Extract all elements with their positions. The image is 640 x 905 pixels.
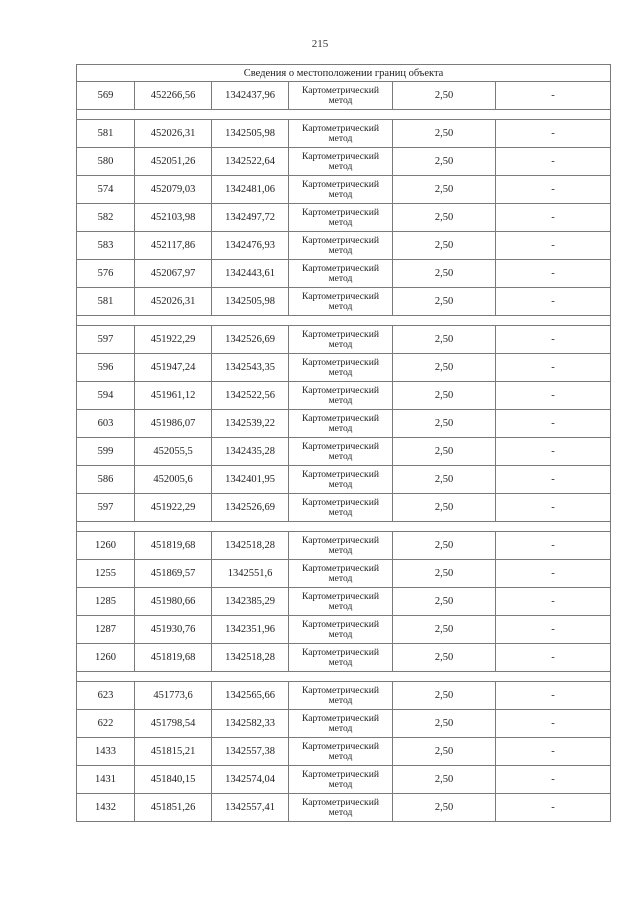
note-cell: - xyxy=(496,410,611,438)
table-row xyxy=(77,560,611,588)
y-coordinate-cell: 1342401,95 xyxy=(212,466,289,494)
point-id-cell: 1432 xyxy=(77,794,135,822)
method-cell: Картометрический метод xyxy=(289,288,393,316)
note-cell: - xyxy=(496,532,611,560)
point-id-cell: 603 xyxy=(77,410,135,438)
point-id-cell: 597 xyxy=(77,494,135,522)
table-row xyxy=(77,532,611,560)
table-row xyxy=(77,644,611,672)
point-id-cell: 576 xyxy=(77,260,135,288)
y-coordinate-cell: 1342526,69 xyxy=(212,326,289,354)
x-coordinate-cell: 451922,29 xyxy=(135,494,212,522)
separator-cell xyxy=(77,110,611,120)
separator-cell xyxy=(77,316,611,326)
accuracy-cell: 2,50 xyxy=(393,438,496,466)
separator-cell xyxy=(77,672,611,682)
separator-cell xyxy=(77,522,611,532)
accuracy-cell: 2,50 xyxy=(393,560,496,588)
y-coordinate-cell: 1342557,38 xyxy=(212,738,289,766)
point-id-cell: 574 xyxy=(77,176,135,204)
x-coordinate-cell: 452005,6 xyxy=(135,466,212,494)
accuracy-cell: 2,50 xyxy=(393,326,496,354)
x-coordinate-cell: 452055,5 xyxy=(135,438,212,466)
y-coordinate-cell: 1342505,98 xyxy=(212,120,289,148)
accuracy-cell: 2,50 xyxy=(393,794,496,822)
method-cell: Картометрический метод xyxy=(289,410,393,438)
method-cell: Картометрический метод xyxy=(289,176,393,204)
x-coordinate-cell: 452266,56 xyxy=(135,82,212,110)
method-cell: Картометрический метод xyxy=(289,532,393,560)
method-cell: Картометрический метод xyxy=(289,148,393,176)
point-id-cell: 580 xyxy=(77,148,135,176)
note-cell: - xyxy=(496,738,611,766)
x-coordinate-cell: 451980,66 xyxy=(135,588,212,616)
boundary-table xyxy=(76,64,611,822)
method-cell: Картометрический метод xyxy=(289,682,393,710)
accuracy-cell: 2,50 xyxy=(393,494,496,522)
table-row xyxy=(77,326,611,354)
x-coordinate-cell: 451986,07 xyxy=(135,410,212,438)
table-header-row xyxy=(77,65,611,82)
note-cell: - xyxy=(496,120,611,148)
accuracy-cell: 2,50 xyxy=(393,148,496,176)
point-id-cell: 1285 xyxy=(77,588,135,616)
accuracy-cell: 2,50 xyxy=(393,738,496,766)
y-coordinate-cell: 1342582,33 xyxy=(212,710,289,738)
method-cell: Картометрический метод xyxy=(289,326,393,354)
y-coordinate-cell: 1342435,28 xyxy=(212,438,289,466)
table-row xyxy=(77,82,611,110)
accuracy-cell: 2,50 xyxy=(393,354,496,382)
x-coordinate-cell: 451930,76 xyxy=(135,616,212,644)
table-title: Сведения о местоположении границ объекта xyxy=(77,65,611,82)
y-coordinate-cell: 1342385,29 xyxy=(212,588,289,616)
y-coordinate-cell: 1342522,56 xyxy=(212,382,289,410)
table-body xyxy=(77,65,611,822)
y-coordinate-cell: 1342518,28 xyxy=(212,532,289,560)
accuracy-cell: 2,50 xyxy=(393,588,496,616)
method-cell: Картометрический метод xyxy=(289,644,393,672)
accuracy-cell: 2,50 xyxy=(393,260,496,288)
table-row xyxy=(77,588,611,616)
group-separator-row xyxy=(77,522,611,532)
table-row xyxy=(77,204,611,232)
point-id-cell: 1260 xyxy=(77,644,135,672)
note-cell: - xyxy=(496,382,611,410)
accuracy-cell: 2,50 xyxy=(393,682,496,710)
y-coordinate-cell: 1342551,6 xyxy=(212,560,289,588)
note-cell: - xyxy=(496,82,611,110)
y-coordinate-cell: 1342565,66 xyxy=(212,682,289,710)
y-coordinate-cell: 1342505,98 xyxy=(212,288,289,316)
method-cell: Картометрический метод xyxy=(289,560,393,588)
point-id-cell: 582 xyxy=(77,204,135,232)
method-cell: Картометрический метод xyxy=(289,588,393,616)
x-coordinate-cell: 451869,57 xyxy=(135,560,212,588)
table-row xyxy=(77,438,611,466)
note-cell: - xyxy=(496,644,611,672)
y-coordinate-cell: 1342522,64 xyxy=(212,148,289,176)
table-row xyxy=(77,466,611,494)
point-id-cell: 569 xyxy=(77,82,135,110)
point-id-cell: 596 xyxy=(77,354,135,382)
x-coordinate-cell: 452117,86 xyxy=(135,232,212,260)
method-cell: Картометрический метод xyxy=(289,494,393,522)
table-row xyxy=(77,616,611,644)
accuracy-cell: 2,50 xyxy=(393,232,496,260)
y-coordinate-cell: 1342518,28 xyxy=(212,644,289,672)
method-cell: Картометрический метод xyxy=(289,204,393,232)
accuracy-cell: 2,50 xyxy=(393,120,496,148)
table-row xyxy=(77,176,611,204)
note-cell: - xyxy=(496,354,611,382)
x-coordinate-cell: 452026,31 xyxy=(135,120,212,148)
y-coordinate-cell: 1342437,96 xyxy=(212,82,289,110)
point-id-cell: 1287 xyxy=(77,616,135,644)
accuracy-cell: 2,50 xyxy=(393,410,496,438)
group-separator-row xyxy=(77,672,611,682)
point-id-cell: 622 xyxy=(77,710,135,738)
table-row xyxy=(77,794,611,822)
page-number: 215 xyxy=(311,38,329,50)
y-coordinate-cell: 1342351,96 xyxy=(212,616,289,644)
x-coordinate-cell: 452103,98 xyxy=(135,204,212,232)
y-coordinate-cell: 1342481,06 xyxy=(212,176,289,204)
point-id-cell: 581 xyxy=(77,120,135,148)
accuracy-cell: 2,50 xyxy=(393,288,496,316)
x-coordinate-cell: 452067,97 xyxy=(135,260,212,288)
x-coordinate-cell: 451773,6 xyxy=(135,682,212,710)
accuracy-cell: 2,50 xyxy=(393,176,496,204)
accuracy-cell: 2,50 xyxy=(393,766,496,794)
table-row xyxy=(77,354,611,382)
group-separator-row xyxy=(77,316,611,326)
y-coordinate-cell: 1342526,69 xyxy=(212,494,289,522)
table-row xyxy=(77,738,611,766)
note-cell: - xyxy=(496,794,611,822)
accuracy-cell: 2,50 xyxy=(393,532,496,560)
point-id-cell: 594 xyxy=(77,382,135,410)
table-row xyxy=(77,766,611,794)
method-cell: Картометрический метод xyxy=(289,82,393,110)
note-cell: - xyxy=(496,204,611,232)
x-coordinate-cell: 451947,24 xyxy=(135,354,212,382)
accuracy-cell: 2,50 xyxy=(393,204,496,232)
note-cell: - xyxy=(496,288,611,316)
note-cell: - xyxy=(496,176,611,204)
x-coordinate-cell: 451851,26 xyxy=(135,794,212,822)
y-coordinate-cell: 1342543,35 xyxy=(212,354,289,382)
point-id-cell: 597 xyxy=(77,326,135,354)
method-cell: Картометрический метод xyxy=(289,710,393,738)
note-cell: - xyxy=(496,232,611,260)
x-coordinate-cell: 452079,03 xyxy=(135,176,212,204)
method-cell: Картометрический метод xyxy=(289,438,393,466)
x-coordinate-cell: 452051,26 xyxy=(135,148,212,176)
note-cell: - xyxy=(496,560,611,588)
note-cell: - xyxy=(496,438,611,466)
point-id-cell: 1431 xyxy=(77,766,135,794)
table-row xyxy=(77,710,611,738)
table-row xyxy=(77,148,611,176)
point-id-cell: 583 xyxy=(77,232,135,260)
accuracy-cell: 2,50 xyxy=(393,710,496,738)
table-row xyxy=(77,494,611,522)
method-cell: Картометрический метод xyxy=(289,616,393,644)
x-coordinate-cell: 451840,15 xyxy=(135,766,212,794)
y-coordinate-cell: 1342497,72 xyxy=(212,204,289,232)
note-cell: - xyxy=(496,148,611,176)
point-id-cell: 586 xyxy=(77,466,135,494)
table-row xyxy=(77,260,611,288)
x-coordinate-cell: 452026,31 xyxy=(135,288,212,316)
method-cell: Картометрический метод xyxy=(289,354,393,382)
x-coordinate-cell: 451798,54 xyxy=(135,710,212,738)
point-id-cell: 1255 xyxy=(77,560,135,588)
accuracy-cell: 2,50 xyxy=(393,82,496,110)
method-cell: Картометрический метод xyxy=(289,260,393,288)
y-coordinate-cell: 1342476,93 xyxy=(212,232,289,260)
y-coordinate-cell: 1342443,61 xyxy=(212,260,289,288)
accuracy-cell: 2,50 xyxy=(393,382,496,410)
x-coordinate-cell: 451819,68 xyxy=(135,532,212,560)
point-id-cell: 599 xyxy=(77,438,135,466)
y-coordinate-cell: 1342539,22 xyxy=(212,410,289,438)
method-cell: Картометрический метод xyxy=(289,766,393,794)
note-cell: - xyxy=(496,588,611,616)
table-row xyxy=(77,288,611,316)
method-cell: Картометрический метод xyxy=(289,120,393,148)
accuracy-cell: 2,50 xyxy=(393,466,496,494)
point-id-cell: 1260 xyxy=(77,532,135,560)
note-cell: - xyxy=(496,494,611,522)
table-row xyxy=(77,232,611,260)
table-row xyxy=(77,120,611,148)
x-coordinate-cell: 451819,68 xyxy=(135,644,212,672)
table-row xyxy=(77,410,611,438)
note-cell: - xyxy=(496,682,611,710)
table-row xyxy=(77,382,611,410)
method-cell: Картометрический метод xyxy=(289,794,393,822)
accuracy-cell: 2,50 xyxy=(393,644,496,672)
y-coordinate-cell: 1342557,41 xyxy=(212,794,289,822)
point-id-cell: 623 xyxy=(77,682,135,710)
note-cell: - xyxy=(496,766,611,794)
method-cell: Картометрический метод xyxy=(289,232,393,260)
method-cell: Картометрический метод xyxy=(289,738,393,766)
group-separator-row xyxy=(77,110,611,120)
accuracy-cell: 2,50 xyxy=(393,616,496,644)
note-cell: - xyxy=(496,260,611,288)
point-id-cell: 1433 xyxy=(77,738,135,766)
note-cell: - xyxy=(496,326,611,354)
point-id-cell: 581 xyxy=(77,288,135,316)
note-cell: - xyxy=(496,616,611,644)
table-row xyxy=(77,682,611,710)
method-cell: Картометрический метод xyxy=(289,466,393,494)
note-cell: - xyxy=(496,466,611,494)
y-coordinate-cell: 1342574,04 xyxy=(212,766,289,794)
x-coordinate-cell: 451815,21 xyxy=(135,738,212,766)
method-cell: Картометрический метод xyxy=(289,382,393,410)
x-coordinate-cell: 451922,29 xyxy=(135,326,212,354)
note-cell: - xyxy=(496,710,611,738)
x-coordinate-cell: 451961,12 xyxy=(135,382,212,410)
